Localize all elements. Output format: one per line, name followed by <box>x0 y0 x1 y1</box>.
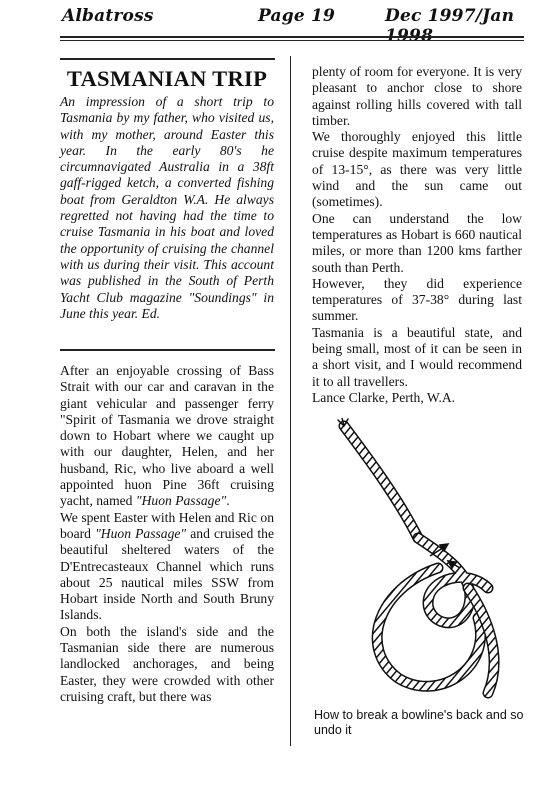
paragraph-3: On both the island's side and the Tasmanian side there are numerous landlocked anchorages, and being Easter, they were crowded with other cruising craft, but there was <box>60 623 274 704</box>
header-page-number: Page 19 <box>258 6 336 26</box>
author-signature: Lance Clarke, Perth, W.A. <box>312 389 456 405</box>
article-title: TASMANIAN TRIP <box>66 66 268 91</box>
paragraph-1: After an enjoyable crossing of Bass Strait with our car and caravan in the giant vehicular and passenger ferry "Spirit of Tasmania we drove straight down to Hobart where we caught up with our daughter, Helen, and her husband, Ric, who live aboard a well appointed huon Pine 36ft cruising yacht, named "Huon Passage". <box>60 363 274 509</box>
editor-intro: An impression of a short trip to Tasmania by my father, who visited us, with my mother, around Easter this year. In the early 80's he circumnavigated Australia in a 38ft gaff-rigged ketch, a converted fishing boat from Geraldton W.A. He always regretted not having had the time to cruise Tasmania in his boat and loved the opportunity of cruising the channel with us during their visit. This account was published in the South of Perth Yacht Club magazine "Soundings" in June this year. Ed. <box>60 94 274 321</box>
paragraph-2: We spent Easter with Helen and Ric on board "Huon Passage" and cruised the beautiful sheltered waters of the D'Entrecasteaux Channel which runs about 25 nautical miles SSW from Hobart inside North and South Bruny Islands. <box>60 509 274 623</box>
paragraph-7: However, they did experience temperatures of 37-38° during last summer. <box>312 275 522 324</box>
header-rule-thick <box>60 36 524 38</box>
bowline-knot-icon <box>318 418 518 703</box>
paragraph-6: One can understand the low temperatures as Hobart is 660 nautical miles, or more than 1200 kms farther south than Perth. <box>312 210 522 275</box>
boat-name: "Huon Passage" <box>135 493 227 509</box>
header-magazine-name: Albatross <box>62 6 154 26</box>
boat-name: "Huon Passage" <box>95 525 187 541</box>
column-divider <box>290 56 291 746</box>
article-right-column <box>312 64 522 406</box>
article-intro-block <box>60 62 274 322</box>
header-rule-thin <box>60 40 524 41</box>
paragraph-8: Tasmania is a beautiful state, and being small, most of it can be seen in a short visit, and I would recommend it to all travellers. <box>312 324 522 389</box>
intro-box-top-rule <box>60 58 275 60</box>
paragraph-4: plenty of room for everyone. It is very pleasant to anchor close to shore against rolling hills covered with tall timber. <box>312 64 522 128</box>
figure-caption: How to break a bowline's back and so undo it <box>314 708 524 737</box>
article-left-column <box>60 363 274 705</box>
paragraph-5: We thoroughly enjoyed this little cruise despite maximum temperatures of 13-15°, as there was very little wind and the sun came out (sometimes). <box>312 129 522 210</box>
header-issue-date: Dec 1997/Jan 1998 <box>385 6 515 46</box>
intro-box-bottom-rule <box>60 349 275 351</box>
